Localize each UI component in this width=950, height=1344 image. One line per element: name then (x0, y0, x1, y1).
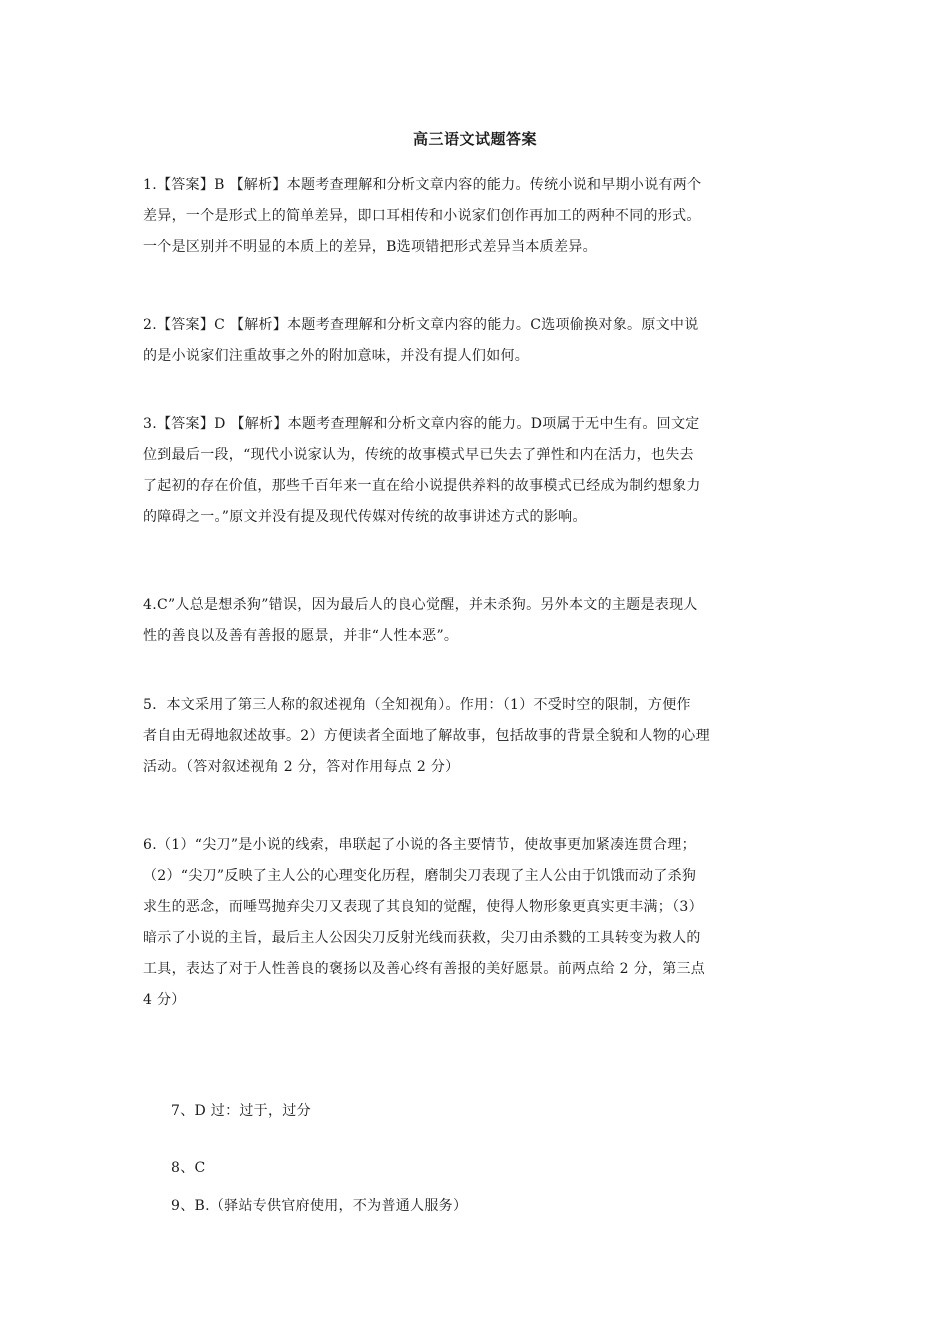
answer-4 (143, 590, 811, 652)
answer-line: 8、C (171, 1160, 206, 1176)
answer-line: 2.【答案】C 【解析】本题考查理解和分析文章内容的能力。C选项偷换对象。原文中说 (143, 317, 699, 333)
answer-line: 差异，一个是形式上的简单差异，即口耳相传和小说家们创作再加工的两种不同的形式。 (143, 208, 701, 224)
answer-line: 者自由无碍地叙述故事。2）方便读者全面地了解故事，包括故事的背景全貌和人物的心理 (143, 728, 710, 744)
answer-line: 了起初的存在价值，那些千百年来一直在给小说提供养料的故事模式已经成为制约想象力 (143, 478, 701, 494)
answer-6 (143, 830, 811, 1016)
answer-8 (171, 1153, 839, 1184)
answer-7 (171, 1096, 839, 1127)
document-title: 高三语文试题答案 (412, 130, 537, 148)
answer-3 (143, 409, 811, 533)
answer-1 (143, 170, 811, 263)
answer-line: 暗示了小说的主旨，最后主人公因尖刀反射光线而获救，尖刀由杀戮的工具转变为救人的 (143, 930, 701, 946)
answer-line: （2）“尖刀”反映了主人公的心理变化历程，磨制尖刀表现了主人公由于饥饿而动了杀狗 (143, 868, 697, 884)
answer-line: 位到最后一段，“现代小说家认为，传统的故事模式早已失去了弹性和内在活力，也失去 (143, 447, 694, 463)
answer-line: 的是小说家们注重故事之外的附加意味，并没有提人们如何。 (143, 348, 530, 364)
answer-line: 活动。（答对叙述视角 2 分，答对作用每点 2 分） (143, 759, 460, 775)
answer-line: 4 分） (143, 992, 186, 1008)
answer-5 (143, 690, 811, 783)
answer-line: 6.（1）“尖刀”是小说的线索，串联起了小说的各主要情节，使故事更加紧凑连贯合理； (143, 837, 696, 853)
answer-line: 4.C”人总是想杀狗”错误，因为最后人的良心觉醒，并未杀狗。另外本文的主题是表现人 (143, 597, 698, 613)
answer-line: 3.【答案】D 【解析】本题考查理解和分析文章内容的能力。D项属于无中生有。回文定 (143, 416, 700, 432)
answer-line: 5．本文采用了第三人称的叙述视角（全知视角）。作用：（1）不受时空的限制，方便作 (143, 697, 691, 713)
answer-line: 一个是区别并不明显的本质上的差异，B选项错把形式差异当本质差异。 (143, 239, 597, 255)
answer-line: 工具，表达了对于人性善良的褒扬以及善心终有善报的美好愿景。前两点给 2 分，第三点 (143, 961, 706, 977)
answer-2 (143, 310, 811, 372)
answer-9 (171, 1191, 839, 1222)
answer-line: 7、D 过：过于，过分 (171, 1103, 311, 1119)
answer-line: 的障碍之一。”原文并没有提及现代传媒对传统的故事讲述方式的影响。 (143, 509, 587, 525)
answer-line: 性的善良以及善有善报的愿景，并非“人性本恶”。 (143, 628, 459, 644)
answer-line: 1.【答案】B 【解析】本题考查理解和分析文章内容的能力。传统小说和早期小说有两个 (143, 177, 702, 193)
answer-line: 求生的恶念，而唾骂抛弃尖刀又表现了其良知的觉醒，使得人物形象更真实更丰满；（3） (143, 899, 703, 915)
answer-line: 9、B.（驿站专供官府使用，不为普通人服务） (171, 1198, 468, 1214)
